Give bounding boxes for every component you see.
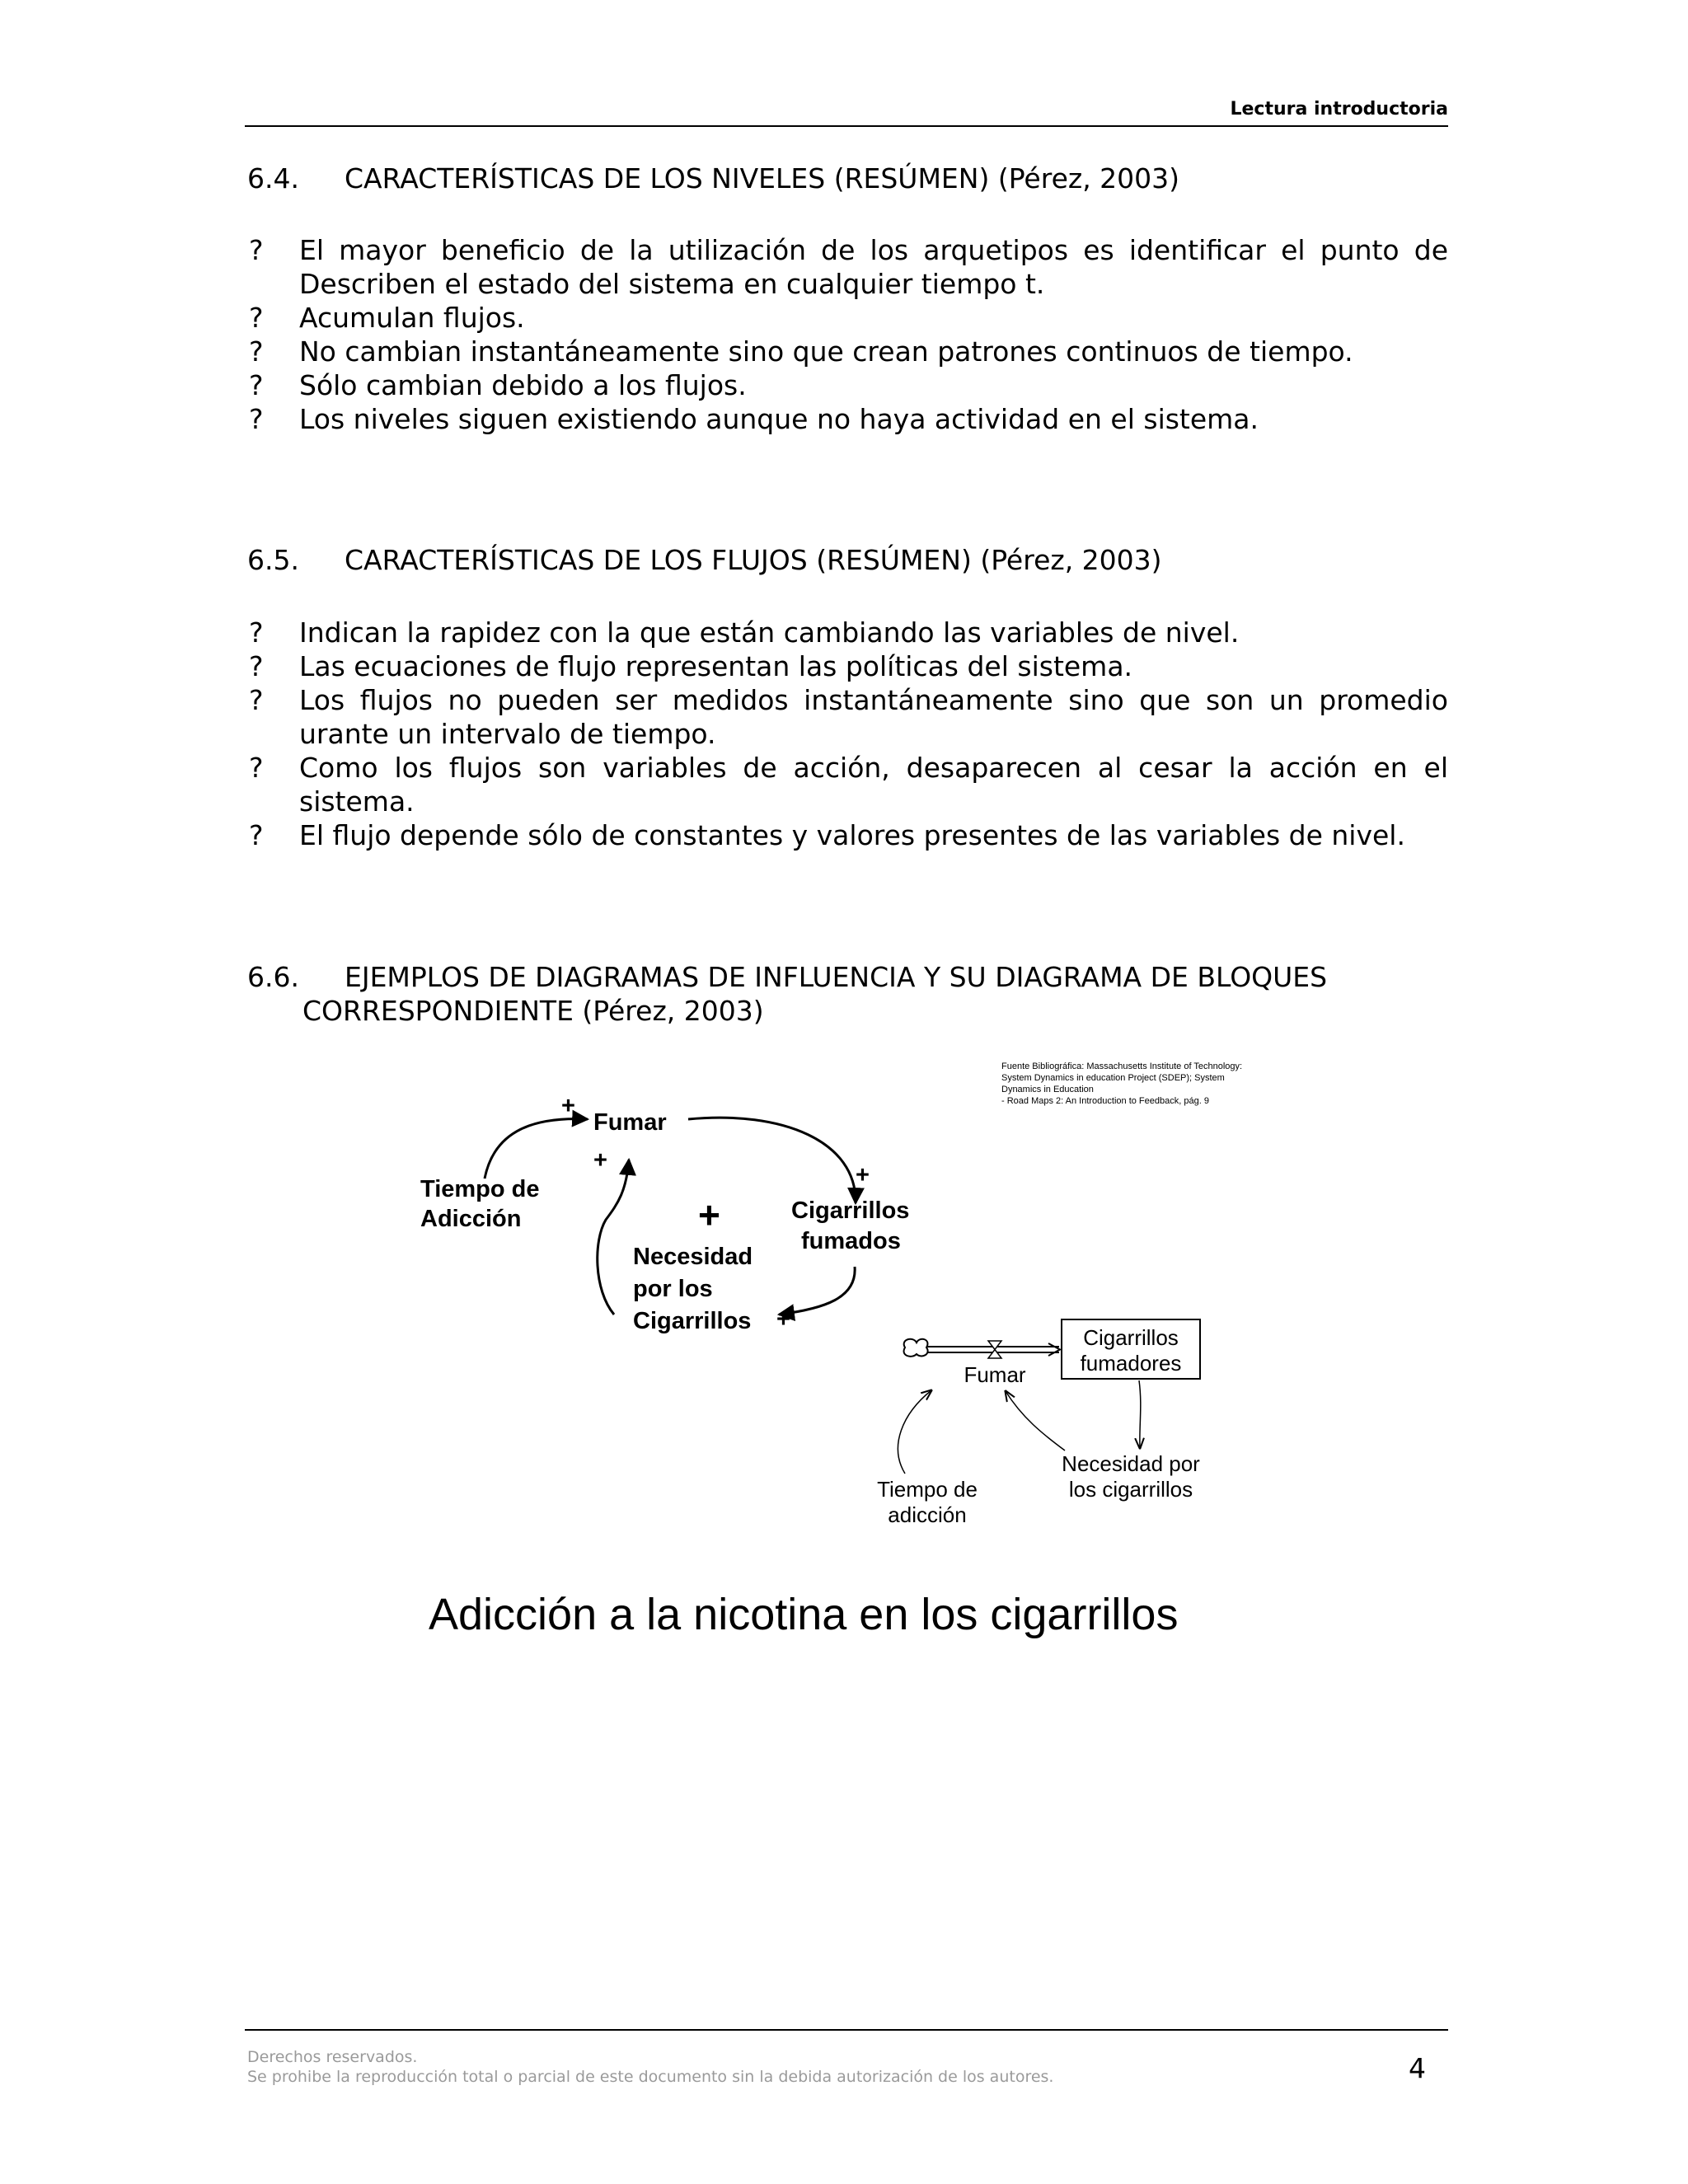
source-note-line: System Dynamics in education Project (SDEP); System (1001, 1073, 1225, 1083)
bullet-marker: ? (249, 335, 264, 368)
bullet-marker: ? (249, 403, 264, 435)
list-item (245, 818, 1448, 852)
stock-label: Cigarrillos (1083, 1325, 1179, 1350)
source-note-line: Fuente Bibliográfica: Massachusetts Institute of Technology: (1001, 1062, 1243, 1071)
list-item-text: Acumulan flujos. (299, 302, 525, 334)
necesidad-aux: Necesidad por (1062, 1451, 1200, 1476)
link-stock-to-necesidad (1139, 1380, 1141, 1448)
footer-line: Se prohibe la reproducción total o parcial de este documento sin la debida autorización de los autores. (247, 2068, 1054, 2086)
tiempo-adiccion-aux: Tiempo de (877, 1477, 978, 1502)
figure-caption: Adicción a la nicotina en los cigarrillos (429, 1590, 1179, 1639)
bullet-marker: ? (249, 616, 264, 649)
section-title: CARACTERÍSTICAS DE LOS FLUJOS (RESÚMEN) (Pérez, 2003) (345, 544, 1162, 576)
polarity-plus: + (561, 1093, 575, 1119)
list-item-text: No cambian instantáneamente sino que crean patrones continuos de tiempo. (299, 335, 1353, 368)
list-item (245, 335, 1448, 368)
polarity-plus: + (776, 1306, 790, 1333)
arrow-fumar-to-cigarrillos (688, 1118, 856, 1203)
bullet-marker: ? (249, 819, 264, 851)
list-item-text: Las ecuaciones de flujo representan las políticas del sistema. (299, 650, 1133, 682)
necesidad-node: por los (633, 1276, 713, 1302)
flow-arrowhead (1048, 1343, 1060, 1356)
bullet-marker: ? (249, 234, 264, 266)
bullet-marker: ? (249, 684, 264, 716)
tiempo-adiccion-aux: adicción (888, 1502, 967, 1527)
running-header: Lectura introductoria (1230, 99, 1448, 120)
stock-label: fumadores (1080, 1351, 1182, 1376)
tiempo-adiccion-node: Tiempo de (420, 1176, 540, 1202)
list-item (245, 402, 1448, 436)
flow-label: Fumar (964, 1362, 1026, 1387)
necesidad-node: Necesidad (633, 1244, 753, 1270)
list-item (245, 683, 1448, 751)
footer-rule (245, 2029, 1448, 2031)
list-item (245, 649, 1448, 683)
section-6-4-heading (247, 162, 1179, 195)
list-item (245, 233, 1448, 301)
footer-line: Derechos reservados. (247, 2048, 418, 2066)
list-item (245, 368, 1448, 402)
polarity-plus: + (856, 1162, 870, 1188)
header-rule (245, 125, 1448, 127)
list-item-text: Como los flujos son variables de acción, desaparecen al cesar la acción en el sistema. (299, 752, 1448, 818)
bullet-marker: ? (249, 369, 264, 401)
list-item-text: Los niveles siguen existiendo aunque no haya actividad en el sistema. (299, 403, 1259, 435)
valve-icon (988, 1341, 1001, 1358)
bullet-marker: ? (249, 302, 264, 334)
list-item (245, 751, 1448, 818)
footer-notice (247, 2047, 1053, 2087)
fumar-node: Fumar (593, 1109, 667, 1136)
influence-and-block-diagram (396, 1051, 1319, 1545)
section-6-5-heading (247, 543, 1162, 577)
section-title-continued: CORRESPONDIENTE (Pérez, 2003) (302, 995, 764, 1027)
source-note-line: - Road Maps 2: An Introduction to Feedback, pág. 9 (1001, 1096, 1209, 1106)
polarity-plus: + (593, 1147, 607, 1174)
list-item-text: Indican la rapidez con la que están cambiando las variables de nivel. (299, 616, 1240, 649)
arrow-tiempo-to-fumar (485, 1119, 588, 1179)
list-item-text: Sólo cambian debido a los flujos. (299, 369, 747, 401)
cigarrillos-fumados-node: fumados (801, 1228, 901, 1254)
section-6-5-bullets (245, 616, 1448, 852)
list-item (245, 616, 1448, 649)
section-number: 6.4. (247, 162, 299, 194)
loop-polarity: + (698, 1193, 720, 1236)
arrow-necesidad-to-fumar (598, 1160, 629, 1315)
page-number: 4 (1409, 2052, 1426, 2084)
source-note-line: Dynamics in Education (1001, 1085, 1094, 1094)
tiempo-adiccion-node: Adicción (420, 1206, 522, 1232)
section-6-4-bullets (245, 233, 1448, 436)
section-title: EJEMPLOS DE DIAGRAMAS DE INFLUENCIA Y SU DIAGRAMA DE BLOQUES (345, 961, 1328, 993)
link-necesidad-to-flow (1006, 1391, 1065, 1451)
list-item-text: El mayor beneficio de la utilización de los arquetipos es identificar el punto de Describen el estado del sistema en cualquier tiempo t. (299, 234, 1448, 300)
bullet-marker: ? (249, 650, 264, 682)
list-item-text: Los flujos no pueden ser medidos instantáneamente sino que son un promedio urante un intervalo de tiempo. (299, 684, 1448, 750)
bullet-marker: ? (249, 752, 264, 784)
section-6-6-heading (247, 960, 1327, 1028)
section-number: 6.5. (247, 544, 299, 576)
list-item (245, 301, 1448, 335)
list-item-text: El flujo depende sólo de constantes y valores presentes de las variables de nivel. (299, 819, 1405, 851)
cloud-source-icon (904, 1339, 928, 1357)
section-title: CARACTERÍSTICAS DE LOS NIVELES (RESÚMEN) (Pérez, 2003) (345, 162, 1180, 194)
section-number: 6.6. (247, 961, 299, 993)
necesidad-aux: los cigarrillos (1068, 1477, 1193, 1502)
cigarrillos-fumados-node: Cigarrillos (791, 1197, 910, 1224)
necesidad-node: Cigarrillos (633, 1308, 752, 1334)
link-tiempo-to-flow (898, 1390, 931, 1474)
